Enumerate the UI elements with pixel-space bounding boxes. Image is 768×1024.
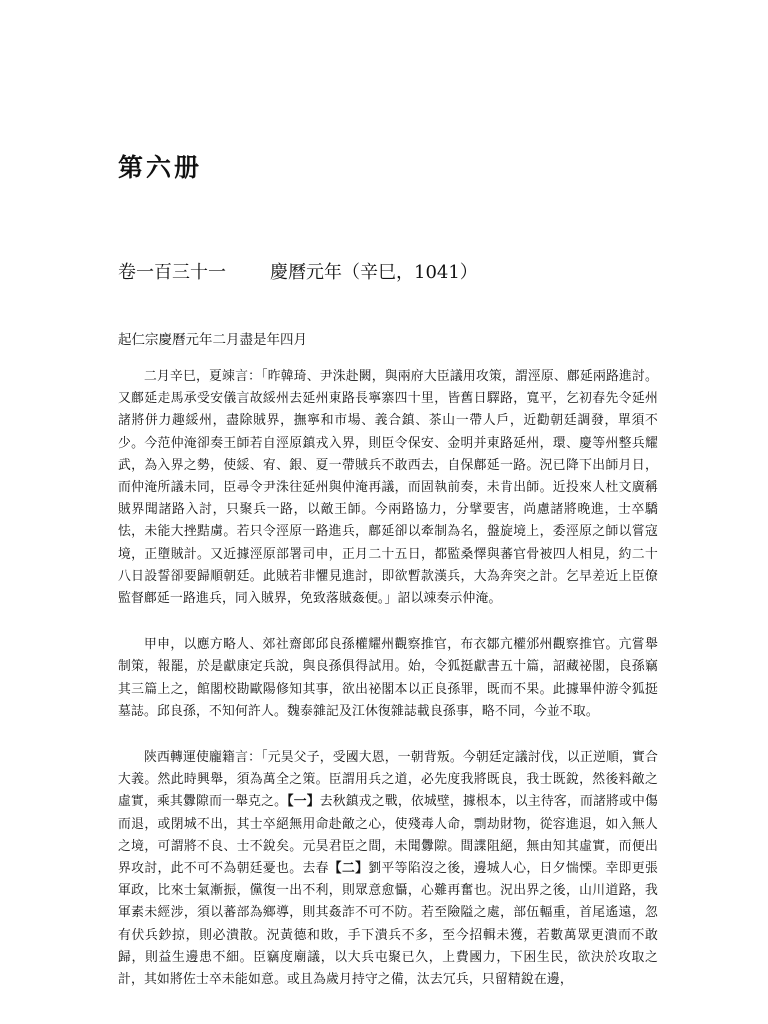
footnote-marker-1[interactable]: 【一】 [287, 794, 320, 810]
paragraph-text-part: 劉平等陷沒之後，邊城人心，日夕惴慄。幸即更張軍政，比來士氣漸振，儻復一出不利，則眾意愈懾，心難再奮也。況出界之後，山川道路，我軍素未經涉，須以蕃部為鄉導，則其姦詐不可不防。若至險隘之處，部伍輻重，首尾遙遠，忽有伏兵鈔掠，則必潰散。況黃德和敗，手下潰兵不多，至今招輯未獲，若數萬眾更潰而不敢歸，則益生邊患不細。臣竊度廟議，以大兵屯聚已久，上費國力，下困生民，欲決於攻取之計，其如將佐士卒未能如意。或且為歲月持守之備，汰去冗兵，只留精銳在邊， [118, 861, 658, 988]
paragraph-1 [118, 366, 658, 610]
volume-title: 第六册 [118, 153, 203, 182]
chapter-heading [118, 258, 478, 284]
chapter-number: 卷一百三十一 [118, 262, 226, 283]
paragraph-text-part: 陝西轉運使龐籍言：「元昊父子，受國大恩，一朝背叛。今朝廷定議討伐，以正逆順，實合大義。然此時興舉，須為萬全之策。臣謂用兵之道，必先度我將既良，我士既銳，然後料敵之虛實，乘其釁隙而一舉克之。 [118, 750, 658, 810]
paragraph-text-part: 去秋鎮戎之戰，依城壁，據根本，以主待客，而諸將或中傷而退，或閉城不出，其士卒絕無用命赴敵之心，使殘毒人命，剽劫財物，從容進退，如入無人之境，可謂將不良、士不銳矣。元昊君臣之間，未聞釁隙。間諜阻絕，無由知其虛實，而便出界攻討，此不可不為朝廷憂也。去春 [118, 794, 658, 877]
footnote-marker-2[interactable]: 【二】 [328, 861, 369, 877]
paragraph-text: 甲申，以應方略人、郊社齋郎邱良孫權耀州觀察推官，布衣鄒亢權邠州觀察推官。亢嘗舉制策，報罷，於是獻康定兵說，與良孫俱得試用。始，令狐挺獻書五十篇，詔藏祕閣，良孫竊其三篇上之，館閣校勘歐陽修知其事，欲出祕閣本以正良孫罪，既而不果。此據畢仲游令狐挺墓誌。邱良孫，不知何許人。魏泰雜記及江休復雜誌載良孫事，略不同，今並不取。 [118, 637, 658, 719]
paragraph-text: 二月辛巳，夏竦言：「昨韓琦、尹洙赴闕，與兩府大臣議用攻策，謂涇原、鄜延兩路進討。又鄜延走馬承受安儀言故綏州去延州東路長寧寨四十里，皆舊日驛路，寬平，乞初春先令延州諸將併力趣綏州，盡除賊界，撫寧和市場、義合鎮、茶山一帶人戶，近勸朝廷調發，單須不少。今范仲淹卻奏王師若自涇原鎮戎入界，則臣令保安、金明并東路延州，環、慶等州整兵耀武，為入界之勢，使綏、宥、銀、夏一帶賊兵不敢西去，自保鄜延一路。況已降下出師月日，而仲淹所議未同，臣尋令尹洙往延州與仲淹再議，而固執前奏，未肯出師。近投來人杜文廣稱賊界聞諸路入討，只聚兵一路，以敵王師。今兩路協力，分擘要害，尚慮諸將晚進，士卒驕怯，未能大挫黠虜。若只令涇原一路進兵，鄜延卻以牽制為名，盤旋境上，委涇原之師以嘗寇境，正墮賊計。又近據涇原部署司申，正月二十五日，都監桑懌與蕃官骨被四人相見，約二十八日設誓卻要歸順朝廷。此賊若非懼見進討，即欲暫款漢兵，大為奔突之計。乞早差近上臣僚監督鄜延一路進兵，同入賊界，免致落賊姦便。」詔以竦奏示仲淹。 [118, 369, 658, 607]
body-text [118, 366, 658, 1015]
paragraph-text [118, 747, 658, 991]
paragraph-3 [118, 747, 658, 991]
paragraph-2 [118, 634, 658, 723]
chapter-era: 慶曆元年（辛巳，1041） [270, 262, 478, 283]
section-range: 起仁宗慶曆元年二月盡是年四月 [118, 332, 307, 348]
